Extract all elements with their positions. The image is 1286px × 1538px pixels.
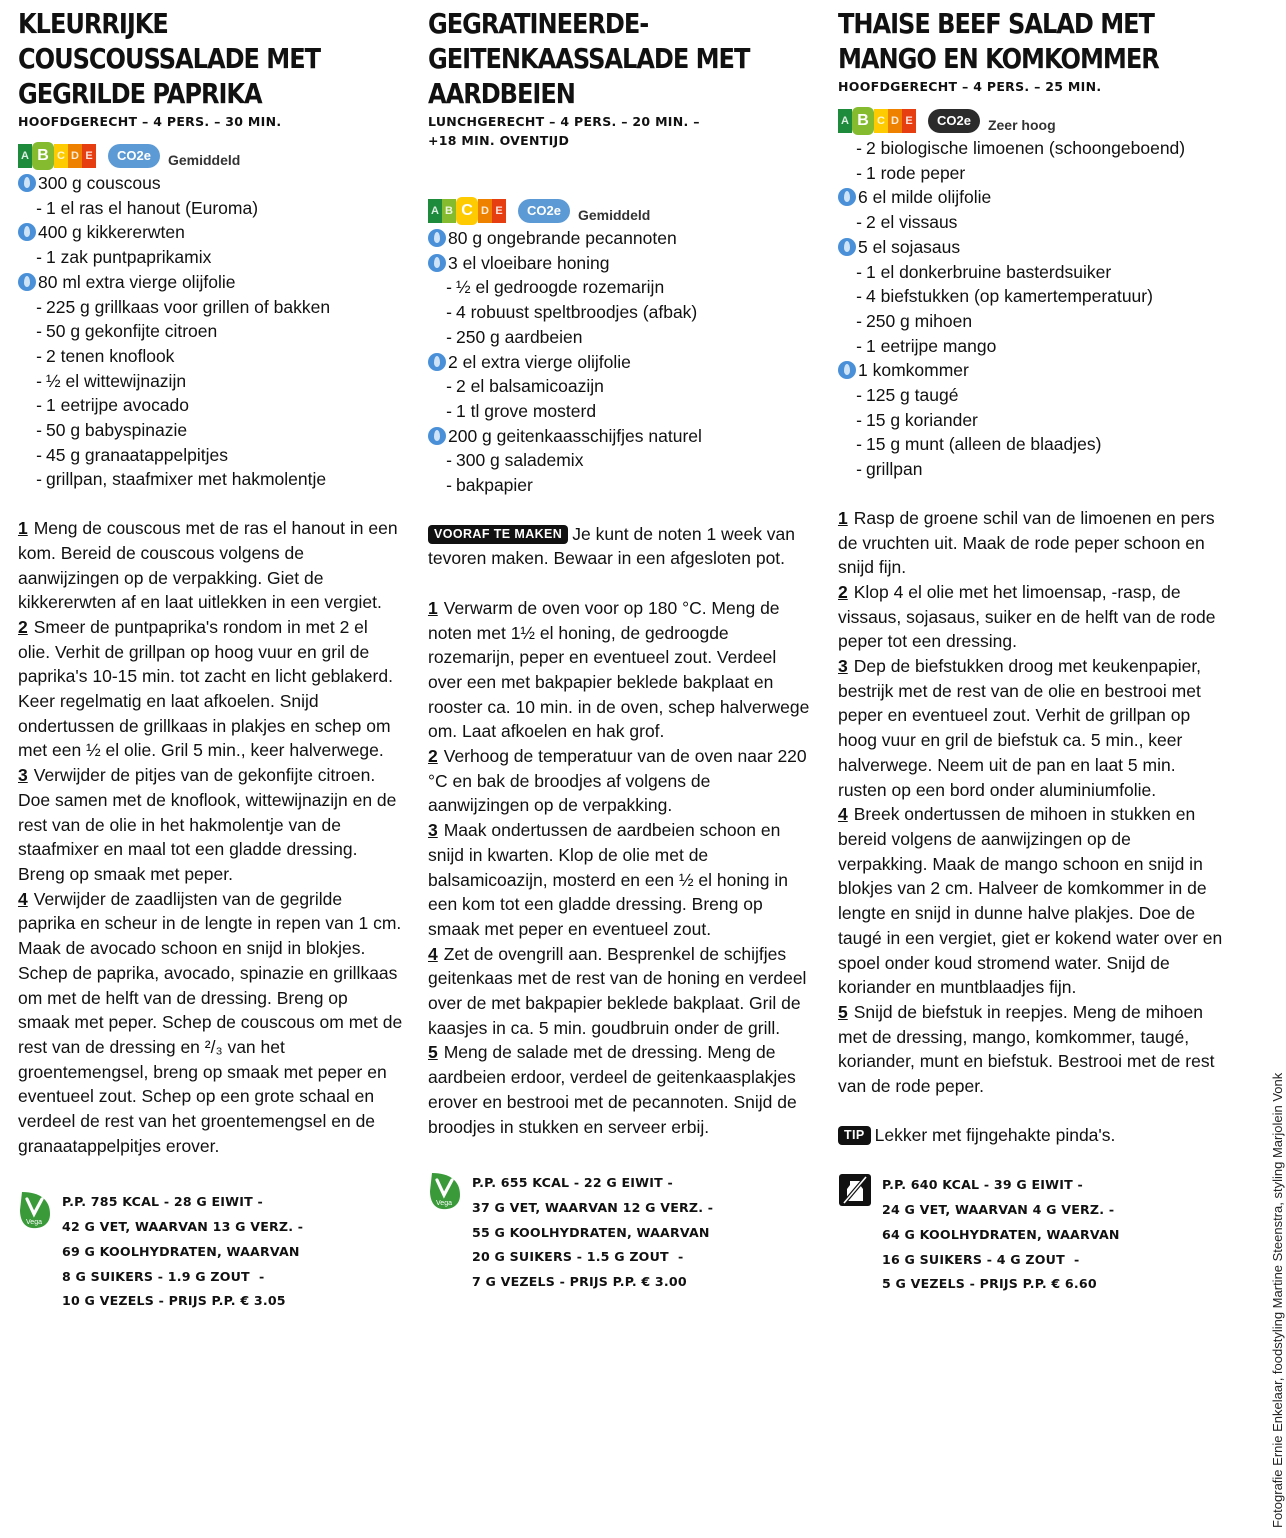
ingredient-item (428, 325, 813, 350)
step-text: Dep de biefstukken droog met keukenpapier, bestrijk met de rest van de olie en bestrooi met peper en eventueel zout. Verhit de grillpan op hoog vuur en gril de biefstuk ca. 5 min., keer halverwege. Neem uit de pan en laat 5 min. rusten op een bord onder aluminiumfolie. (838, 656, 1202, 800)
ingredient-text: 300 g salademix (456, 450, 584, 471)
ingredient-text: 4 biefstukken (op kamertemperatuur) (866, 286, 1153, 307)
ingredient-item (18, 393, 403, 418)
photo-credit: Fotografie Ernie Enkelaar, foodstyling Martine Steenstra, styling Marjolein Vonk (1270, 1072, 1285, 1528)
ingredient-text: 1 eetrijpe avocado (46, 395, 190, 416)
ingredient-text: 5 el sojasaus (858, 236, 961, 257)
vega-leaf-shape (18, 1190, 52, 1230)
ingredient-item (18, 344, 403, 369)
nutrition-block (428, 1171, 813, 1295)
bullet-dash-icon: - (856, 459, 862, 480)
nutrition-block (838, 1173, 1223, 1297)
nutrition-facts: P.P. 655 KCAL - 22 G EIWIT - 37 G VET, WAARVAN 12 G VERZ. - 55 G KOOLHYDRATEN, WAARVAN 20 G SUIKERS - 1.5 G ZOUT - 7 G VEZELS - PRIJS P.P. € 3.00 (472, 1175, 714, 1290)
recipe-meta: HOOFDGERECHT – 4 PERS. – 30 MIN. (18, 114, 282, 129)
step-number: 1 (428, 597, 438, 618)
bullet-dash-icon: - (36, 469, 42, 490)
nutri-score-letter: B (852, 107, 874, 135)
step-number: 4 (18, 888, 28, 909)
ingredient-text: grillpan (866, 459, 923, 480)
step-text: Smeer de puntpaprika's rondom in met 2 el olie. Verhit de grillpan op hoog vuur en gril de paprika's 10-15 min. tot zacht en licht geblakerd. Keer regelmatig en laat afkoelen. Snijd ondertussen de grillkaas in plakjes en schep om met een ½ el olie. Gril 5 min., keer halverwege. (18, 616, 393, 761)
leaf-icon (428, 427, 446, 445)
leaf-icon (18, 273, 36, 291)
nutri-score-badge (428, 199, 506, 223)
rating-row (428, 196, 813, 226)
bullet-dash-icon: - (446, 450, 452, 471)
ingredient-list (838, 136, 1223, 482)
bullet-dash-icon: - (446, 277, 452, 298)
step-paragraph (428, 818, 813, 942)
vega-label: Vega (26, 1219, 42, 1227)
ingredient-text: 1 eetrijpe mango (866, 335, 997, 356)
leaf-icon (428, 254, 446, 272)
ingredient-text: ½ el wittewijnazijn (46, 370, 187, 391)
recipe-meta: HOOFDGERECHT – 4 PERS. – 25 MIN. (838, 79, 1102, 94)
ingredient-text: 2 tenen knoflook (46, 345, 175, 366)
leaf-icon (428, 353, 446, 371)
step-number: 3 (838, 656, 848, 677)
ingredient-text: 2 el vissaus (866, 212, 958, 233)
bullet-dash-icon: - (36, 444, 42, 465)
step-number: 5 (838, 1001, 848, 1022)
ingredient-text: 6 el milde olijfolie (858, 187, 992, 208)
step-paragraph (838, 802, 1223, 1000)
ingredient-text: 250 g aardbeien (456, 326, 583, 347)
nutrition-facts: P.P. 640 KCAL - 39 G EIWIT - 24 G VET, WAARVAN 4 G VERZ. - 64 G KOOLHYDRATEN, WAARVAN 16 G SUIKERS - 4 G ZOUT - 5 G VEZELS - PRIJS P.P. € 6.60 (882, 1177, 1120, 1292)
ingredient-item (838, 260, 1223, 285)
ingredient-item (838, 358, 1223, 383)
co2-rating-label: Gemiddeld (167, 152, 241, 168)
ingredient-text: 200 g geitenkaasschijfjes naturel (448, 425, 702, 446)
step-number: 2 (838, 581, 848, 602)
ingredient-text: 1 komkommer (858, 360, 969, 381)
bullet-dash-icon: - (36, 395, 42, 416)
ingredient-text: 1 rode peper (866, 162, 966, 183)
no-lactose-shape (838, 1173, 872, 1207)
bullet-dash-icon: - (856, 286, 862, 307)
ingredient-text: 225 g grillkaas voor grillen of bakken (46, 296, 331, 317)
bullet-dash-icon: - (36, 370, 42, 391)
rating-row (18, 141, 403, 171)
ingredient-item (18, 270, 403, 295)
vega-icon (428, 1171, 468, 1295)
ingredient-text: 300 g couscous (38, 173, 161, 193)
bullet-dash-icon: - (446, 376, 452, 397)
leaf-icon (838, 238, 856, 256)
nutri-score-letter: E (902, 109, 916, 133)
bullet-dash-icon: - (36, 197, 42, 218)
ingredient-item (428, 275, 813, 300)
nutri-score-letter: D (888, 109, 902, 133)
bullet-dash-icon: - (856, 434, 862, 455)
step-paragraph (838, 654, 1223, 802)
nutri-score-letter: A (428, 199, 442, 223)
step-number: 1 (838, 507, 848, 528)
ingredient-text: 2 el balsamicoazijn (456, 376, 604, 397)
nutri-score-letter: E (492, 199, 506, 223)
recipe-title: GEGRATINEERDE-GEITENKAASSALADE MET AARDBEIEN (428, 7, 750, 110)
ingredient-text: 80 ml extra vierge olijfolie (38, 271, 236, 292)
ingredient-item (428, 350, 813, 375)
nutrition-facts: P.P. 785 KCAL - 28 G EIWIT - 42 G VET, WAARVAN 13 G VERZ. - 69 G KOOLHYDRATEN, WAARVAN 8 G SUIKERS - 1.9 G ZOUT - 10 G VEZELS - PRIJS P.P. € 3.05 (62, 1194, 304, 1309)
preparation (18, 516, 403, 1158)
ingredient-item (428, 473, 813, 498)
bullet-dash-icon: - (446, 326, 452, 347)
ingredient-text: 1 el ras el hanout (Euroma) (46, 197, 259, 218)
leaf-icon (838, 188, 856, 206)
step-text: Breek ondertussen de mihoen in stukken en bereid volgens de aanwijzingen op de verpakking. Maak de mango schoon en snijd in blokjes van 2 cm. Halveer de komkommer in de lengte en snijd in dunne halve plakjes. Doe de taugé in een vergiet, giet er kokend water over en spoel onder koud stromend water. Snijd de koriander en muntblaadjes fijn. (838, 804, 1223, 998)
recipe-column-1 (18, 0, 403, 1314)
step-number: 1 (18, 518, 28, 539)
preface-text: Je kunt de noten 1 week van tevoren maken. Bewaar in een afgesloten pot. (428, 523, 796, 569)
ingredient-item (838, 309, 1223, 334)
nutri-score-badge (838, 109, 916, 133)
step-text: Verwijder de pitjes van de gekonfijte citroen. Doe samen met de knoflook, wittewijnazijn en de rest van de olie in het hakmolentje van de staafmixer en maal tot een gladde dressing. Breng op smaak met peper. (18, 765, 397, 884)
ingredient-text: 250 g mihoen (866, 310, 973, 331)
preface-note (428, 522, 813, 571)
bullet-dash-icon: - (856, 385, 862, 406)
bullet-dash-icon: - (856, 310, 862, 331)
step-text: Snijd de biefstuk in reepjes. Meng de mihoen met de dressing, mango, komkommer, taugé, koriander, munt en biefstuk. Bestrooi met de rest van de rode peper. (838, 1001, 1215, 1097)
ingredient-text: 2 el extra vierge olijfolie (448, 351, 631, 372)
leaf-icon (18, 223, 36, 241)
ingredient-item (838, 383, 1223, 408)
make-ahead-badge: VOORAF TE MAKEN (428, 525, 568, 544)
ingredient-list (428, 226, 813, 498)
tip-badge: TIP (838, 1126, 871, 1145)
ingredient-text: 45 g granaatappelpitjes (46, 444, 228, 465)
recipe-title: THAISE BEEF SALAD MET MANGO EN KOMKOMMER (838, 7, 1159, 75)
ingredient-item (428, 374, 813, 399)
ingredient-text: 80 g ongebrande pecannoten (448, 228, 677, 248)
ingredient-text: 50 g babyspinazie (46, 420, 188, 441)
bullet-dash-icon: - (856, 212, 862, 233)
bullet-dash-icon: - (856, 162, 862, 183)
nutri-score-letter: C (456, 197, 478, 225)
ingredient-item (428, 226, 813, 251)
step-paragraph (428, 596, 813, 744)
bullet-dash-icon: - (856, 138, 862, 158)
step-text: Maak ondertussen de aardbeien schoon en snijd in kwarten. Klop de olie met de balsamicoazijn, mosterd en een ½ el honing in een kom tot een gladde dressing. Breng op smaak met peper en eventueel zout. (428, 820, 788, 939)
ingredient-text: bakpapier (456, 475, 533, 496)
step-number: 3 (428, 820, 438, 841)
ingredient-item (838, 284, 1223, 309)
recipe-title: KLEURRIJKE COUSCOUSSALADE MET GEGRILDE PAPRIKA (18, 7, 321, 110)
ingredient-item (428, 399, 813, 424)
ingredient-item (18, 369, 403, 394)
ingredient-item (838, 210, 1223, 235)
bullet-dash-icon: - (36, 345, 42, 366)
leaf-icon (18, 174, 36, 192)
ingredient-text: 2 biologische limoenen (schoongeboend) (866, 138, 1186, 158)
ingredient-text: 1 zak puntpaprikamix (46, 247, 212, 268)
tip-text: Lekker met fijngehakte pinda's. (874, 1124, 1116, 1145)
nutri-score-letter: C (874, 109, 888, 133)
tip-note (838, 1123, 1223, 1148)
step-text: Klop 4 el olie met het limoensap, -rasp, de vissaus, sojasaus, suiker en de helft van de rode peper tot een dressing. (838, 581, 1216, 652)
ingredient-text: 400 g kikkererwten (38, 222, 185, 243)
bullet-dash-icon: - (446, 400, 452, 421)
vega-leaf-shape (428, 1171, 462, 1211)
ingredient-list (18, 171, 403, 492)
bullet-dash-icon: - (856, 261, 862, 282)
ingredient-item (18, 467, 403, 492)
nutri-score-letter: C (54, 144, 68, 168)
bullet-dash-icon: - (36, 247, 42, 268)
bullet-dash-icon: - (36, 321, 42, 342)
ingredient-item (838, 408, 1223, 433)
step-text: Meng de salade met de dressing. Meng de aardbeien erdoor, verdeel de geitenkaasplakjes erover en bestrooi met de pecannoten. Snijd de broodjes in stukken en serveer erbij. (428, 1042, 797, 1137)
ingredient-item (18, 418, 403, 443)
step-text: Zet de ovengrill aan. Besprenkel de schijfjes geitenkaas met de rest van de honing en verdeel over de met bakpapier beklede bakplaat. Gril de kaasjes in ca. 5 min. goudbruin onder de grill. (428, 943, 807, 1038)
nutri-score-badge (18, 144, 96, 168)
vega-label: Vega (436, 1200, 452, 1208)
ingredient-item (18, 171, 403, 196)
recipe-column-3 (838, 0, 1223, 1297)
nutri-score-letter: A (18, 144, 32, 168)
ingredient-item (838, 457, 1223, 482)
step-paragraph (428, 1040, 813, 1139)
step-paragraph (18, 615, 403, 763)
ingredient-item (18, 245, 403, 270)
ingredient-item (18, 220, 403, 245)
bullet-dash-icon: - (36, 420, 42, 441)
ingredient-text: 50 g gekonfijte citroen (46, 321, 218, 342)
ingredient-item (428, 300, 813, 325)
ingredient-text: 125 g taugé (866, 385, 959, 406)
ingredient-item (838, 136, 1223, 161)
no-lactose-icon (838, 1173, 878, 1297)
ingredient-text: ½ el gedroogde rozemarijn (456, 277, 665, 298)
bullet-dash-icon: - (446, 475, 452, 496)
step-text: Verhoog de temperatuur van de oven naar 220 °C en bak de broodjes af volgens de aanwijzingen op de verpakking. (428, 746, 807, 816)
step-number: 2 (428, 746, 438, 767)
nutri-score-letter: B (32, 142, 54, 170)
step-paragraph (838, 1000, 1223, 1099)
step-number: 4 (428, 943, 438, 964)
bullet-dash-icon: - (446, 302, 452, 323)
ingredient-item (18, 196, 403, 221)
step-paragraph (428, 744, 813, 818)
ingredient-text: 1 tl grove mosterd (456, 400, 597, 421)
recipe-meta: LUNCHGERECHT – 4 PERS. – 20 MIN. – +18 MIN. OVENTIJD (428, 114, 700, 148)
step-paragraph (18, 516, 403, 615)
step-paragraph (838, 580, 1223, 654)
ingredient-item (18, 295, 403, 320)
step-number: 5 (428, 1042, 438, 1063)
ingredient-item (838, 235, 1223, 260)
co2-rating-label: Zeer hoog (987, 117, 1056, 133)
bullet-dash-icon: - (856, 335, 862, 356)
ingredient-text: 1 el donkerbruine basterdsuiker (866, 261, 1112, 282)
nutri-score-letter: D (68, 144, 82, 168)
co2-badge: CO2e (108, 144, 160, 168)
co2-badge: CO2e (518, 199, 570, 223)
ingredient-item (18, 443, 403, 468)
ingredient-item (428, 448, 813, 473)
nutrition-block (18, 1190, 403, 1314)
vega-icon (18, 1190, 58, 1314)
ingredient-text: 4 robuust speltbroodjes (afbak) (456, 302, 698, 323)
co2-rating-label: Gemiddeld (577, 207, 651, 223)
co2-badge: CO2e (928, 109, 980, 133)
ingredient-text: 15 g munt (alleen de blaadjes) (866, 434, 1102, 455)
preparation (428, 522, 813, 1140)
step-text: Rasp de groene schil van de limoenen en pers de vruchten uit. Maak de rode peper schoon en snijd fijn. (838, 507, 1215, 578)
ingredient-text: 15 g koriander (866, 409, 978, 430)
step-paragraph (18, 887, 403, 1159)
bullet-dash-icon: - (856, 409, 862, 430)
bullet-dash-icon: - (36, 296, 42, 317)
ingredient-item (838, 432, 1223, 457)
ingredient-item (428, 424, 813, 449)
step-text: Meng de couscous met de ras el hanout in een kom. Bereid de couscous volgens de aanwijzingen op de verpakking. Giet de kikkererwten af en laat uitlekken in een vergiet. (18, 518, 398, 613)
nutri-score-letter: B (442, 199, 456, 223)
step-paragraph (838, 506, 1223, 580)
nutri-score-letter: D (478, 199, 492, 223)
step-text: Verwijder de zaadlijsten van de gegrilde paprika en scheur in de lengte in repen van 1 cm. Maak de avocado schoon en snijd in blokjes. Schep de paprika, avocado, spinazie en grillkaas om met de helft van de dressing. Breng op smaak met peper. Schep de couscous om met de rest van de dressing en ²/₃ van het groentemengsel, breng op smaak met peper en eventueel zout. Schep op een grote schaal en verdeel de rest van het groentemengsel en de granaatappelpitjes erover. (18, 888, 403, 1156)
nutri-score-letter: E (82, 144, 96, 168)
step-paragraph (428, 942, 813, 1041)
ingredient-text: grillpan, staafmixer met hakmolentje (46, 469, 327, 490)
ingredient-item (18, 319, 403, 344)
step-number: 4 (838, 804, 848, 825)
step-paragraph (18, 763, 403, 887)
recipe-column-2 (428, 0, 813, 1295)
step-number: 2 (18, 616, 28, 637)
ingredient-item (838, 185, 1223, 210)
leaf-icon (838, 361, 856, 379)
preparation (838, 506, 1223, 1099)
step-text: Verwarm de oven voor op 180 °C. Meng de noten met 1½ el honing, de gedroogde rozemarijn, peper en eventueel zout. Verdeel over een met bakpapier beklede bakplaat en rooster ca. 10 min. in de oven, schep halverwege om. Laat afkoelen en hak grof. (428, 597, 810, 742)
ingredient-item (838, 161, 1223, 186)
ingredient-item (838, 334, 1223, 359)
ingredient-item (428, 251, 813, 276)
nutri-score-letter: A (838, 109, 852, 133)
leaf-icon (428, 229, 446, 247)
step-number: 3 (18, 765, 28, 786)
ingredient-text: 3 el vloeibare honing (448, 252, 610, 273)
rating-row (838, 106, 1223, 136)
